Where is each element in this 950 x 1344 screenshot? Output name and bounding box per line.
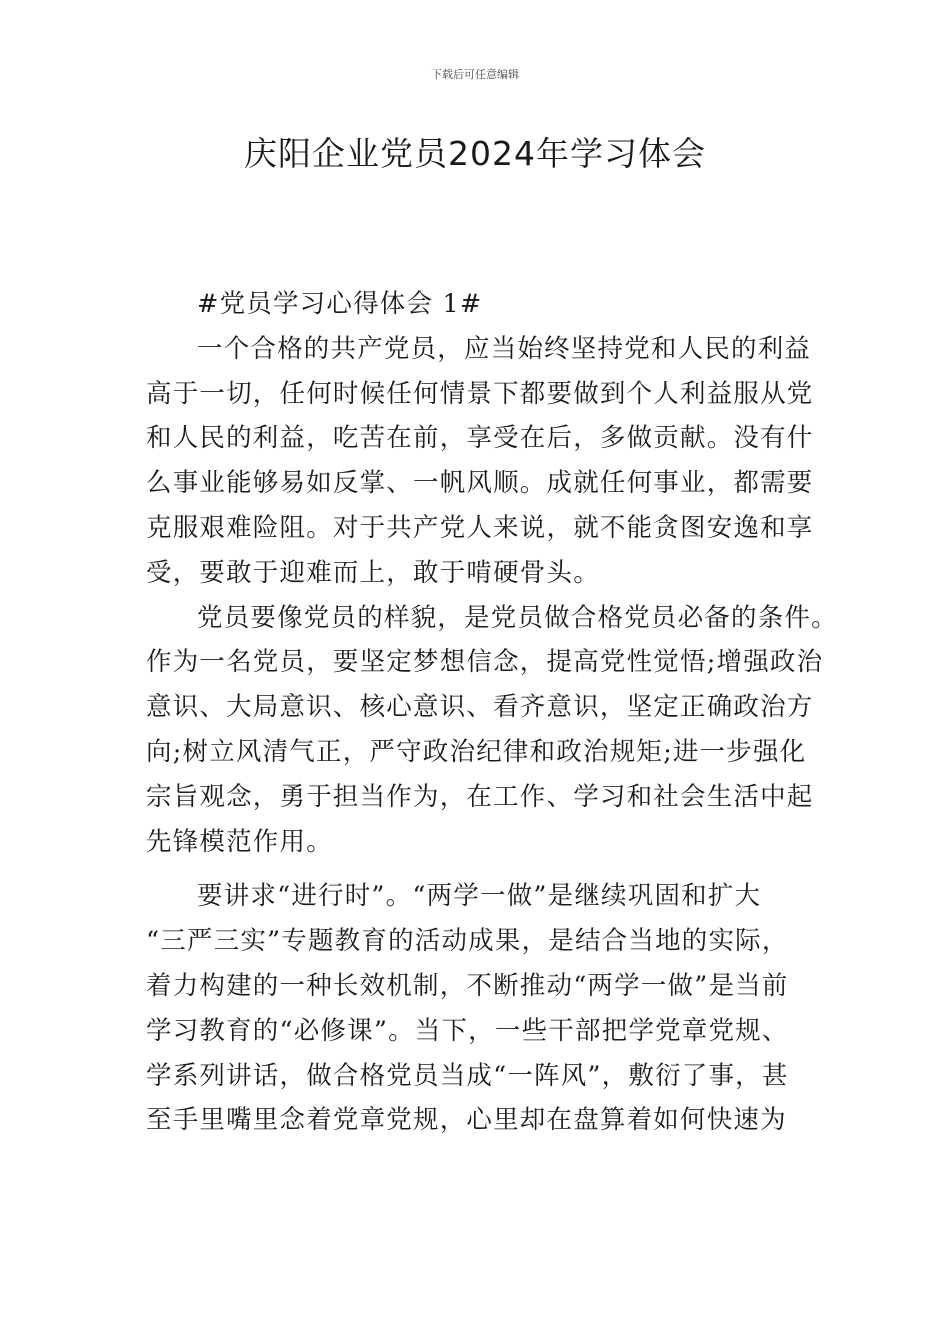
body-line: 和人民的利益，吃苦在前，享受在后，多做贡献。没有什	[146, 423, 814, 454]
body-line: 意识、大局意识、核心意识、看齐意识，坚定正确政治方	[146, 692, 814, 723]
document-title: 庆阳企业党员2024年学习体会	[244, 134, 706, 173]
body-line: 作为一名党员，要坚定梦想信念，提高党性觉悟;增强政治	[146, 647, 824, 678]
body-line: 克服艰难险阻。对于共产党人来说，就不能贪图安逸和享	[146, 512, 814, 543]
body-line: 学系列讲话，做合格党员当成“一阵风”，敷衍了事，甚	[146, 1060, 789, 1091]
body-line: 要讲求“进行时”。“两学一做”是继续巩固和扩大	[197, 881, 762, 912]
body-line: “三严三实”专题教育的活动成果，是结合当地的实际，	[146, 926, 789, 957]
body-line: 向;树立风清气正，严守政治纪律和政治规矩;进一步强化	[146, 736, 807, 767]
body-line: 受，要敢于迎难而上，敢于啃硬骨头。	[146, 557, 600, 588]
body-line: 至手里嘴里念着党章党规，心里却在盘算着如何快速为	[146, 1105, 787, 1136]
body-line: 宗旨观念，勇于担当作为，在工作、学习和社会生活中起	[146, 781, 814, 812]
body-line: #党员学习心得体会 1#	[197, 289, 483, 319]
body-line: 着力构建的一种长效机制，不断推动“两学一做”是当前	[146, 970, 789, 1001]
paragraph-gap	[146, 864, 811, 874]
body-line: 学习教育的“必修课”。当下，一些干部把学党章党规、	[146, 1015, 789, 1046]
body-line: 一个合格的共产党员，应当始终坚持党和人民的利益	[197, 333, 812, 364]
body-line: 先锋模范作用。	[146, 826, 333, 857]
body-line: 么事业能够易如反掌、一帆风顺。成就任何事业，都需要	[146, 468, 814, 499]
header-note: 下载后可任意编辑	[431, 68, 519, 81]
body-line: 党员要像党员的样貌，是党员做合格党员必备的条件。	[197, 602, 838, 633]
body-line: 高于一切，任何时候任何情景下都要做到个人利益服从党	[146, 378, 814, 409]
document-body	[146, 282, 838, 1143]
